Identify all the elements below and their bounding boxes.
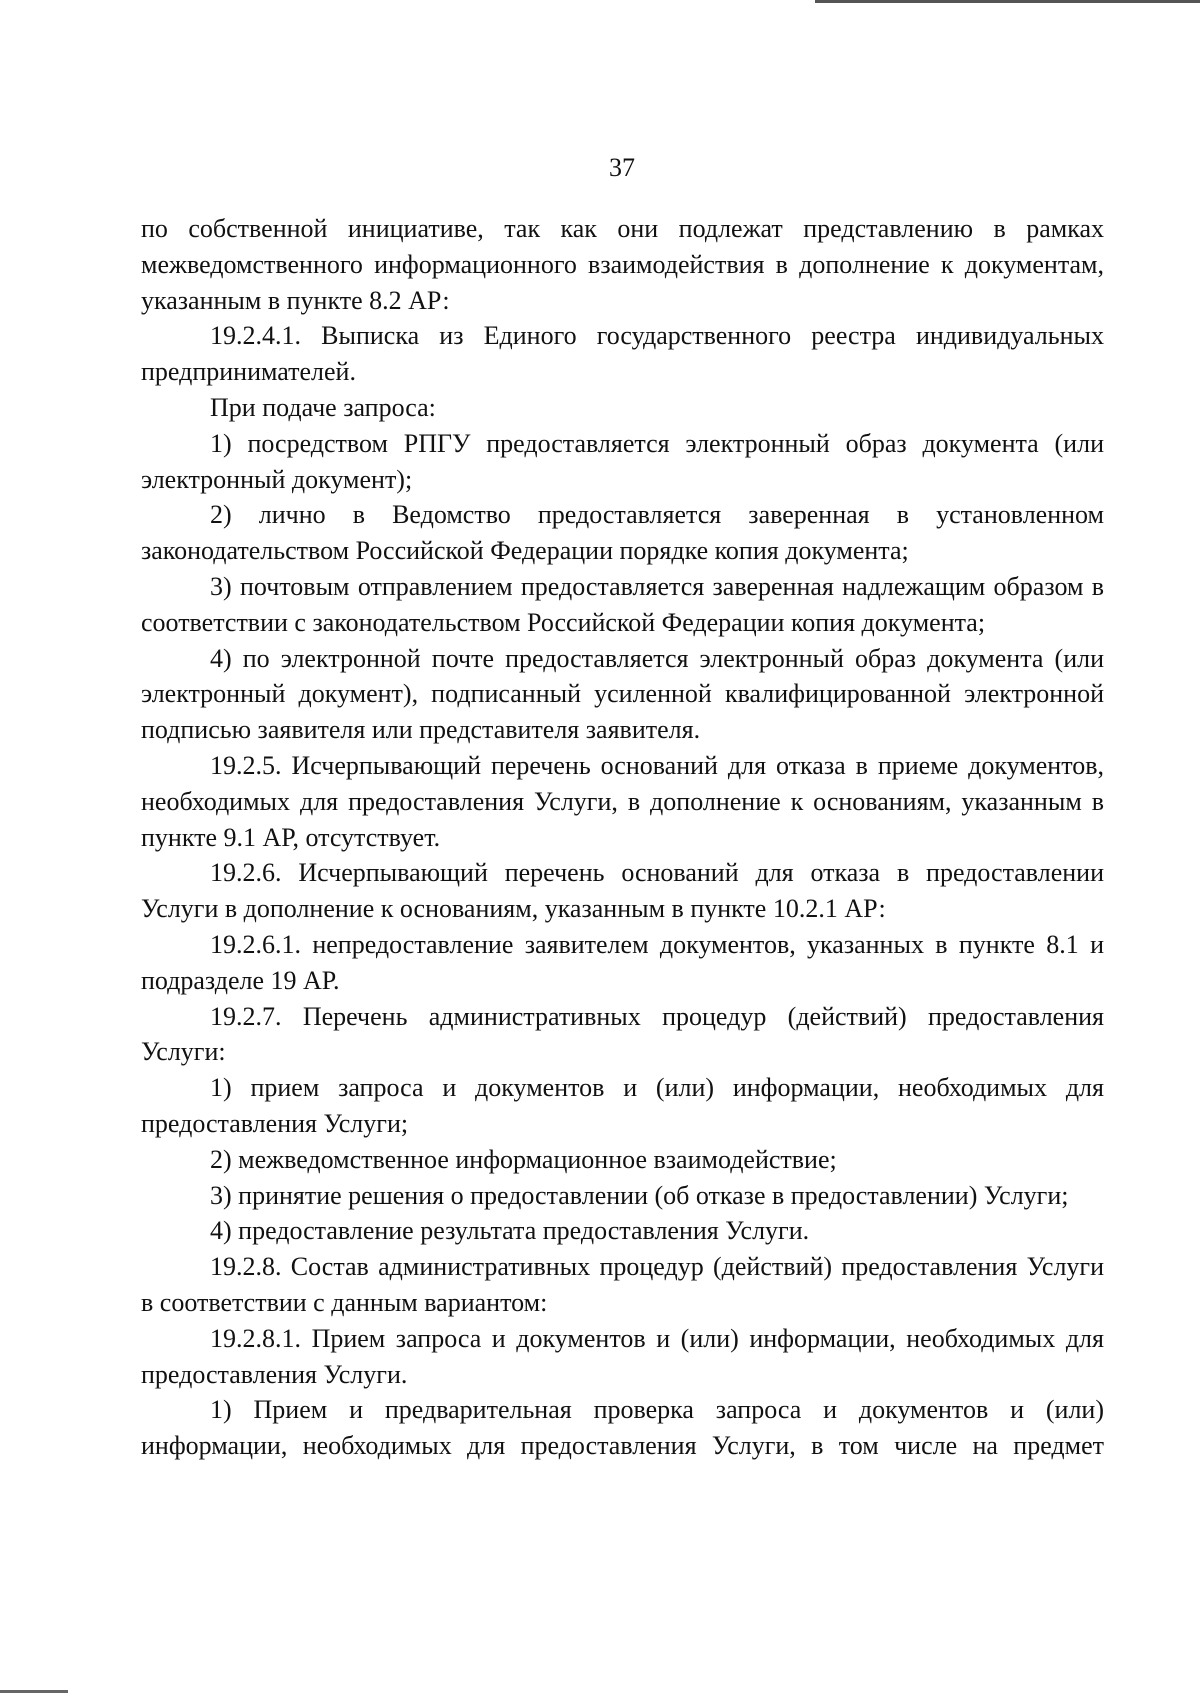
paragraph: При подаче запроса: xyxy=(210,392,436,422)
paragraph: 2) лично в Ведомство предоставляется заверенная в установленном законодательством Российской Федерации порядке копия документа; xyxy=(141,500,1104,566)
paragraph: по собственной инициативе, так как они подлежат представлению в рамках межведомственного информационного взаимодействия в дополнение к документам, указанным в пункте 8.2 АР: xyxy=(141,214,1104,315)
paragraph: 19.2.5. Исчерпывающий перечень оснований для отказа в приеме документов, необходимых для предоставления Услуги, в дополнение к основаниям, указанным в пункте 9.1 АР, отсутствует. xyxy=(141,750,1104,852)
paragraph: 3) почтовым отправлением предоставляется заверенная надлежащим образом в соответствии с законодательством Российской Федерации копия документа; xyxy=(141,571,1104,637)
paragraph: 19.2.8.1. Прием запроса и документов и (или) информации, необходимых для предоставления Услуги. xyxy=(141,1323,1104,1389)
paragraph: 4) по электронной почте предоставляется электронный образ документа (или электронный документ), подписанный усиленной квалифицированной электронной подписью заявителя или представителя заявителя. xyxy=(141,643,1104,745)
paragraph: 4) предоставление результата предоставления Услуги. xyxy=(210,1216,810,1246)
paragraph: 19.2.8. Состав административных процедур (действий) предоставления Услуги в соответствии с данным вариантом: xyxy=(141,1252,1104,1317)
paragraph: 2) межведомственное информационное взаимодействие; xyxy=(210,1144,837,1174)
paragraph: 1) Прием и предварительная проверка запроса и документов и (или) информации, необходимых для предоставления Услуги, в том числе на предмет xyxy=(141,1395,1104,1461)
paragraph: 1) посредством РПГУ предоставляется электронный образ документа (или электронный документ); xyxy=(141,428,1104,494)
paragraph: 3) принятие решения о предоставлении (об отказе в предоставлении) Услуги; xyxy=(210,1180,1069,1210)
paragraph: 19.2.4.1. Выписка из Единого государственного реестра индивидуальных предпринимателей. xyxy=(141,321,1104,387)
scan-edge-top xyxy=(815,0,1200,3)
paragraph: 19.2.7. Перечень административных процедур (действий) предоставления Услуги: xyxy=(141,1001,1104,1067)
paragraph: 19.2.6. Исчерпывающий перечень оснований для отказа в предоставлении Услуги в дополнение к основаниям, указанным в пункте 10.2.1 АР: xyxy=(141,858,1104,924)
paragraph: 19.2.6.1. непредоставление заявителем документов, указанных в пункте 8.1 и подразделе 19 АР. xyxy=(141,929,1104,995)
paragraph: 1) прием запроса и документов и (или) информации, необходимых для предоставления Услуги; xyxy=(141,1073,1104,1138)
page-number: 37 xyxy=(609,153,635,182)
document-body xyxy=(141,211,1104,1464)
